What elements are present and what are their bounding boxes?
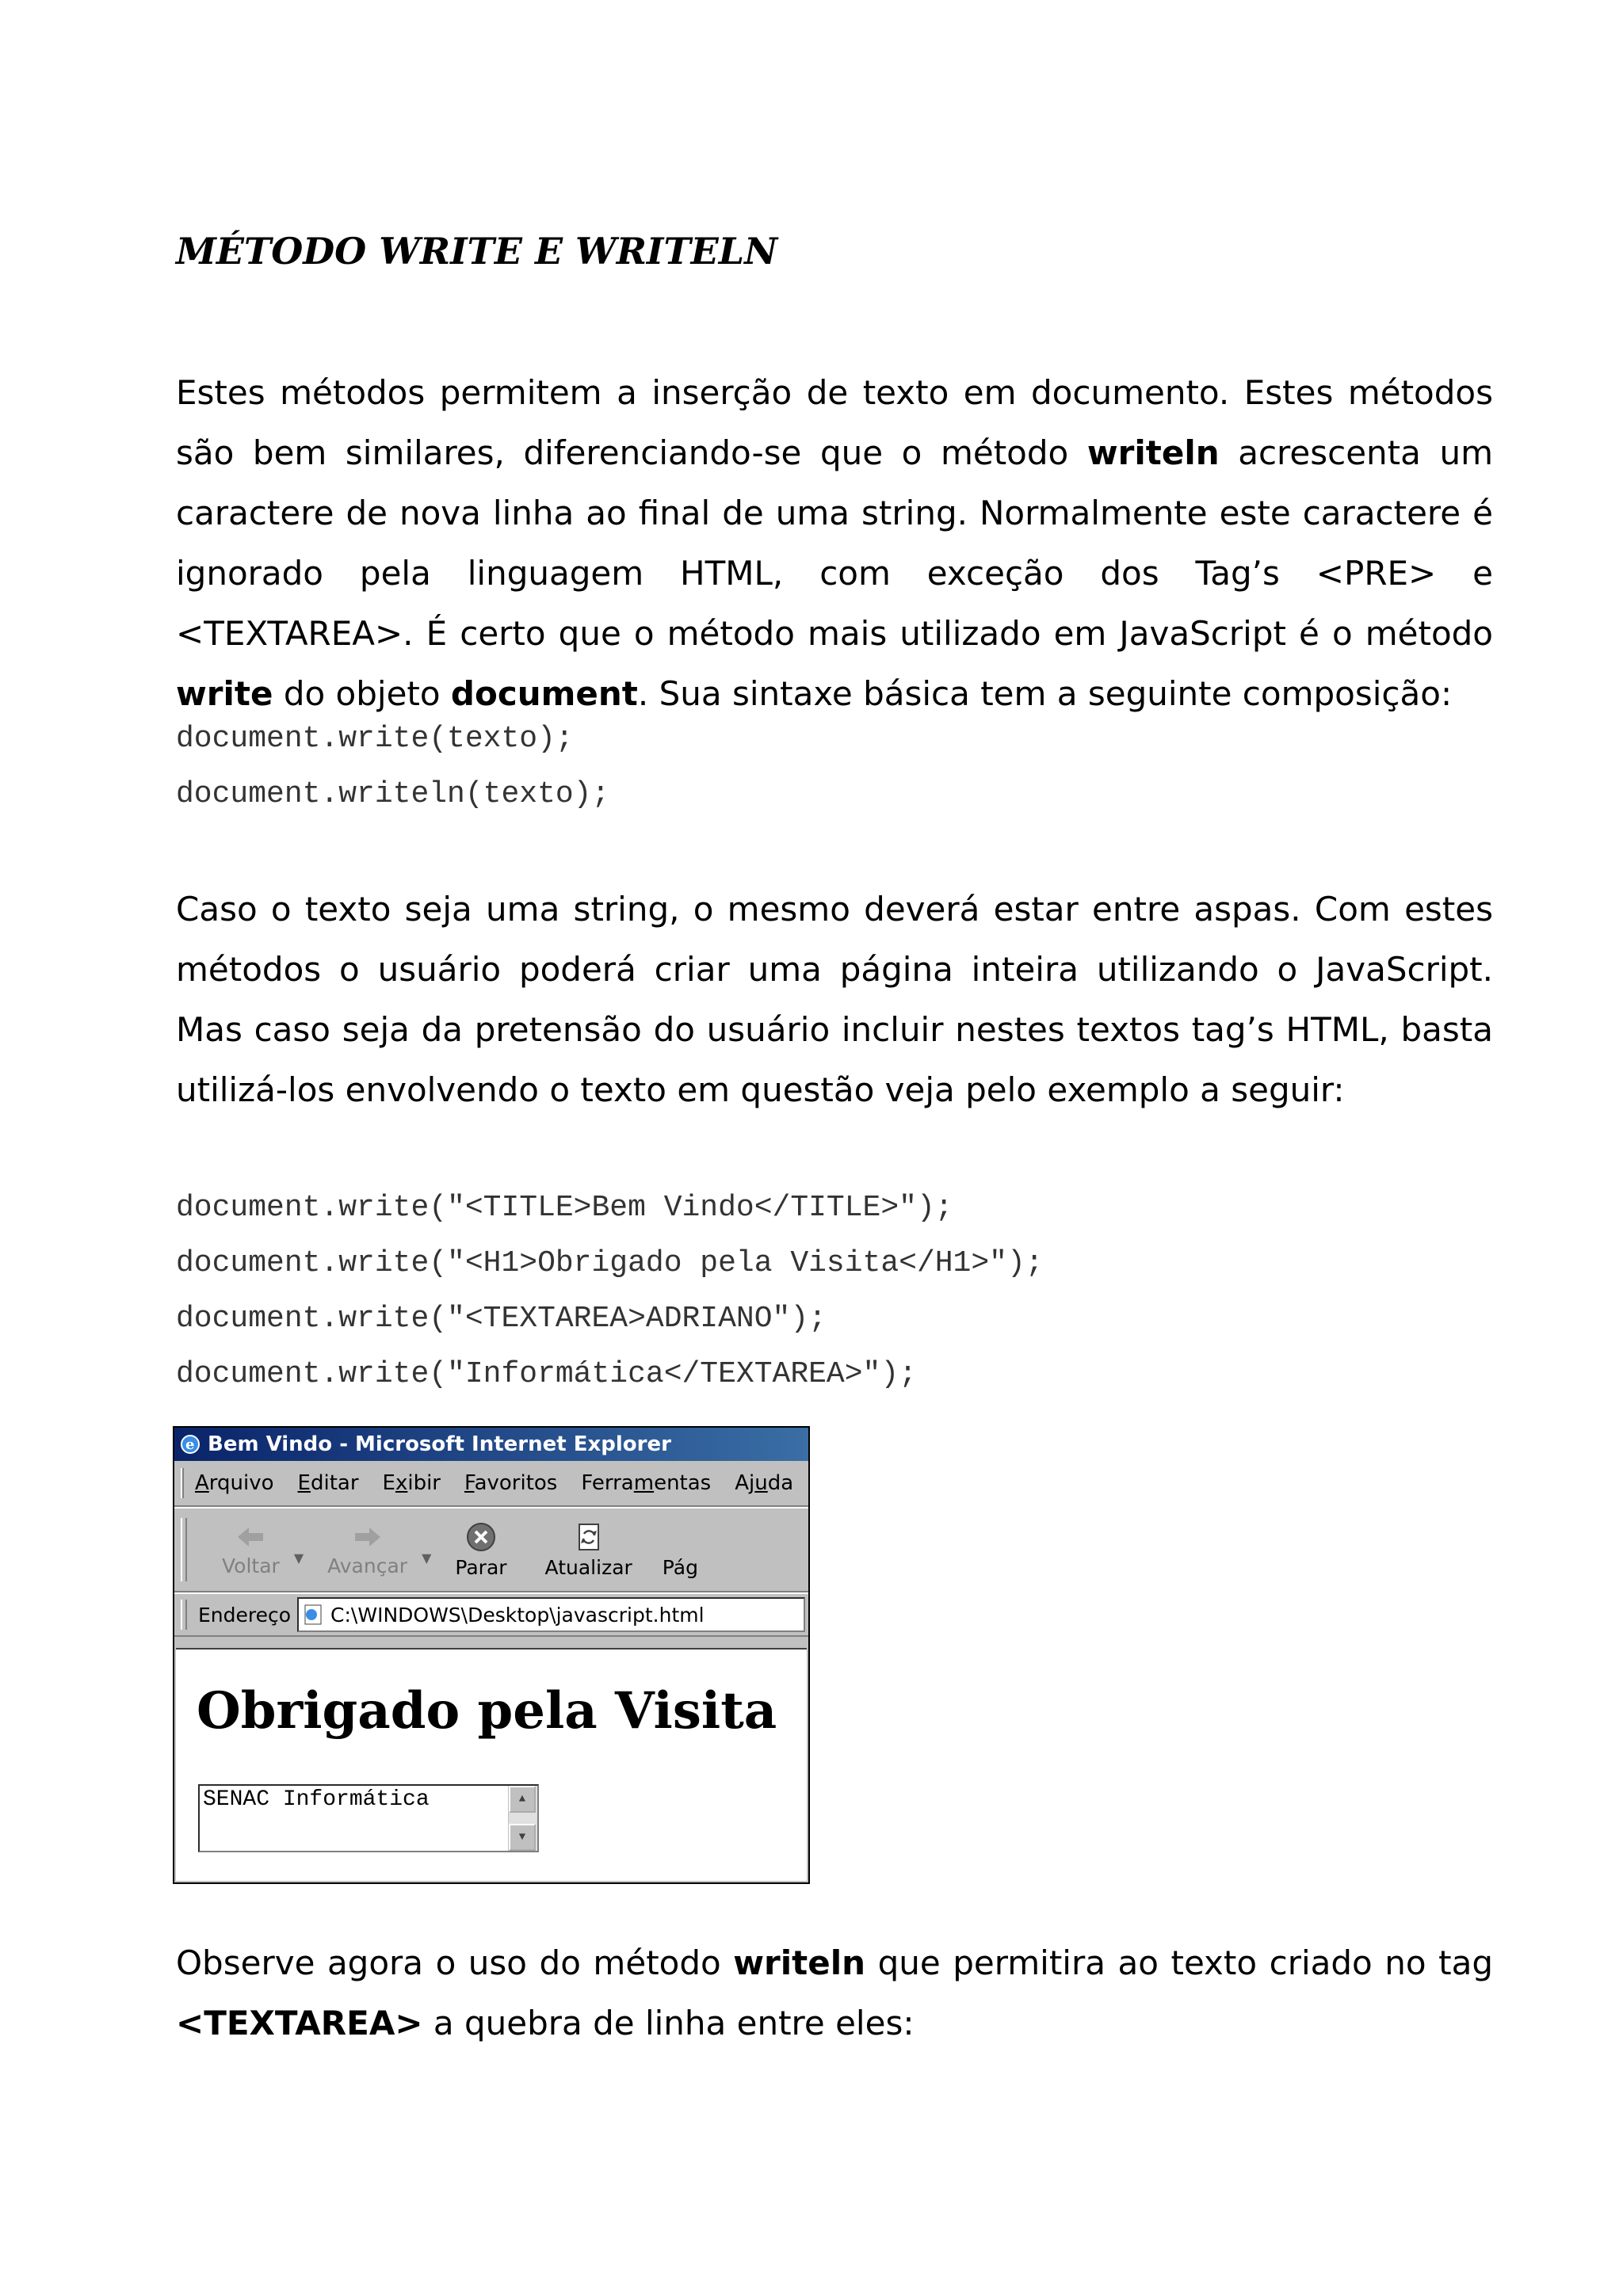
ie-logo-icon: [179, 1433, 201, 1455]
menu-arquivo[interactable]: Arquivo: [195, 1471, 274, 1495]
menu-ferramentas[interactable]: Ferramentas: [581, 1471, 712, 1495]
address-bar: [174, 1592, 808, 1637]
text-segment: do objeto: [273, 674, 451, 713]
bold-term-write: write: [176, 674, 273, 713]
refresh-button[interactable]: Atualizar: [545, 1510, 632, 1589]
bold-term-textarea: <TEXTAREA>: [176, 2004, 423, 2042]
forward-arrow-icon: [352, 1523, 384, 1551]
toolbar-grip: [181, 1468, 184, 1498]
text-segment: Observe agora o uso do método: [176, 1943, 734, 1982]
address-label: Endereço: [198, 1603, 292, 1627]
stop-icon: [465, 1521, 497, 1553]
toolbar-grip: [181, 1600, 187, 1630]
stop-button[interactable]: Parar: [455, 1510, 506, 1589]
page-icon: [302, 1604, 324, 1626]
example-code-line: document.write("Informática</TEXTAREA>");: [176, 1357, 917, 1391]
bold-term-writeln: writeln: [733, 1943, 866, 1982]
rendered-textarea[interactable]: [198, 1784, 539, 1852]
back-button[interactable]: Voltar: [222, 1510, 280, 1589]
menu-editar[interactable]: Editar: [297, 1471, 359, 1495]
text-segment: acrescenta um caractere de nova linha ao final de uma string. Normalmente este caractere é ignorado pela linguagem HTML, com exceção dos Tag’s <PRE> e <TEXTAREA>. É certo que o método mais utilizado em JavaScript é o método: [176, 433, 1493, 653]
rendered-heading: Obrigado pela Visita: [197, 1681, 777, 1741]
menu-bar: [174, 1461, 808, 1507]
text-segment: a quebra de linha entre eles:: [422, 2004, 915, 2042]
text-segment: Estes métodos permitem a inserção de texto em documento. Estes métodos são bem similares, diferenciando-se que o método: [176, 373, 1493, 472]
svg-text:e: e: [185, 1436, 195, 1453]
address-input[interactable]: [297, 1597, 805, 1632]
forward-dropdown-icon[interactable]: ▼: [422, 1550, 432, 1566]
bold-term-writeln: writeln: [1086, 433, 1220, 472]
textarea-value: SENAC Informática: [203, 1787, 430, 1812]
intro-paragraph: [176, 363, 1493, 724]
syntax-code-line: document.write(texto);: [176, 722, 574, 756]
menu-exibir[interactable]: Exibir: [382, 1471, 441, 1495]
back-dropdown-icon[interactable]: ▼: [293, 1550, 304, 1566]
toolbar-grip: [181, 1518, 187, 1581]
example-code-line: document.write("<TEXTAREA>ADRIANO");: [176, 1302, 827, 1336]
address-value: C:\WINDOWS\Desktop\javascript.html: [330, 1603, 705, 1627]
closing-paragraph: [176, 1933, 1493, 2054]
page-title: MÉTODO WRITE E WRITELN: [176, 230, 778, 273]
example-code-line: document.write("<TITLE>Bem Vindo</TITLE>");: [176, 1191, 953, 1225]
page-viewport: [176, 1648, 807, 1881]
textarea-scrollbar[interactable]: [508, 1786, 537, 1851]
back-arrow-icon: [235, 1523, 266, 1551]
menu-favoritos[interactable]: Favoritos: [464, 1471, 558, 1495]
refresh-icon: [573, 1521, 605, 1553]
window-titlebar: [174, 1428, 808, 1461]
explanation-paragraph: Caso o texto seja uma string, o mesmo deverá estar entre aspas. Com estes métodos o usuário poderá criar uma página inteira utilizando o JavaScript. Mas caso seja da pretensão do usuário incluir nestes textos tag’s HTML, basta utilizá-los envolvendo o texto em questão veja pelo exemplo a seguir:: [176, 890, 1493, 1109]
forward-button[interactable]: Avançar: [327, 1510, 407, 1589]
example-code-line: document.write("<H1>Obrigado pela Visita</H1>");: [176, 1246, 1044, 1280]
scroll-up-icon[interactable]: ▲: [509, 1786, 536, 1813]
standard-toolbar: [174, 1507, 808, 1592]
text-segment: . Sua sintaxe básica tem a seguinte composição:: [637, 674, 1453, 713]
window-title: Bem Vindo - Microsoft Internet Explorer: [208, 1432, 671, 1456]
text-segment: que permitira ao texto criado no tag: [865, 1943, 1493, 1982]
bold-term-document: document: [450, 674, 638, 713]
menu-ajuda[interactable]: Ajuda: [735, 1471, 794, 1495]
scroll-down-icon[interactable]: ▼: [509, 1824, 536, 1851]
home-button[interactable]: Pág: [662, 1555, 698, 1579]
ie-window-screenshot: [173, 1426, 810, 1884]
syntax-code-line: document.writeln(texto);: [176, 777, 610, 811]
